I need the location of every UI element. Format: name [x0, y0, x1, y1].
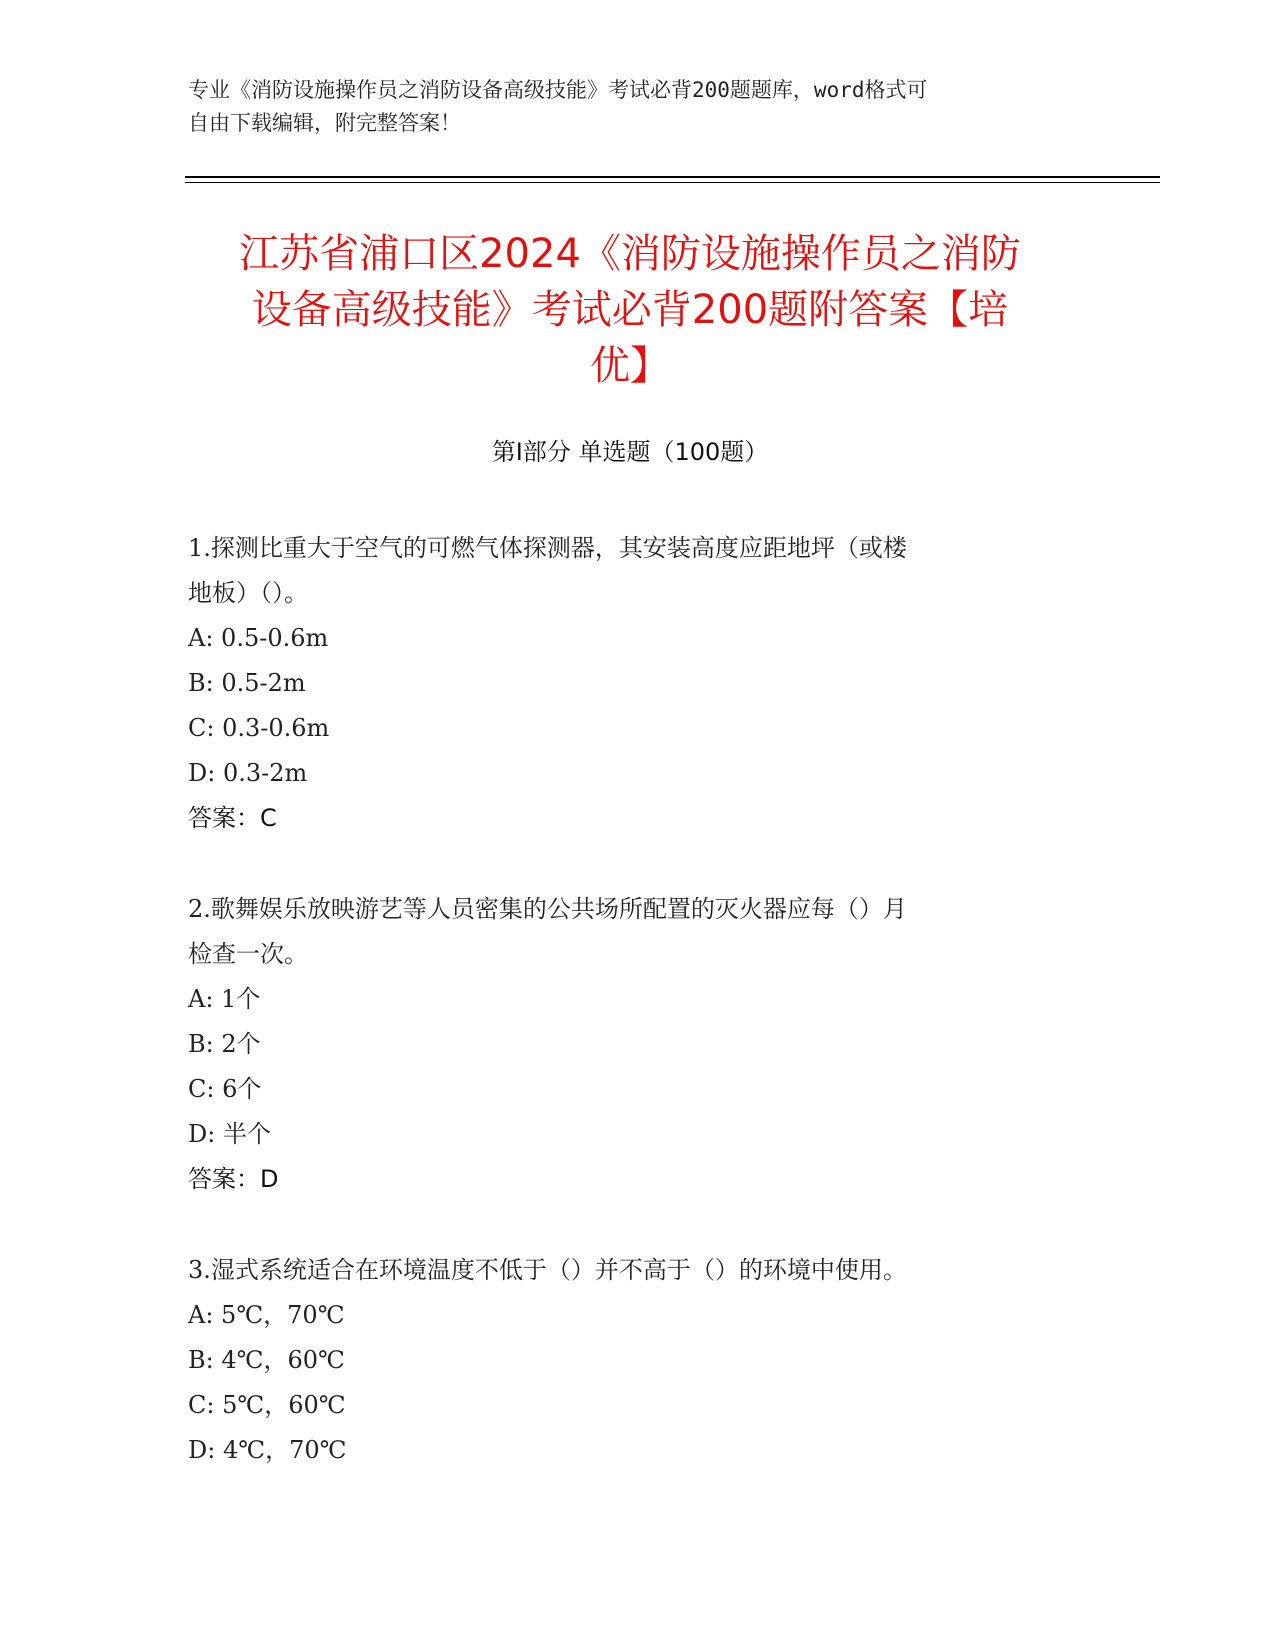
document-title — [180, 226, 1080, 394]
question-list — [188, 526, 1068, 1519]
title-line: 优】 — [590, 343, 670, 389]
answer-key: 答案：C — [188, 804, 277, 832]
question-stem: 检查一次。 — [188, 940, 308, 968]
option-c: C: 6个 — [188, 1075, 262, 1103]
question-stem: 1.探测比重大于空气的可燃气体探测器，其安装高度应距地坪（或楼 — [188, 534, 907, 562]
question-item — [188, 1248, 1068, 1473]
option-a: A: 5℃，70℃ — [188, 1301, 345, 1329]
option-b: B: 2个 — [188, 1030, 261, 1058]
section-heading: 第Ⅰ部分 单选题（100题） — [491, 438, 769, 466]
answer-key: 答案：D — [188, 1165, 279, 1193]
header-note-line: 专业《消防设施操作员之消防设备高级技能》考试必背200题题库，word格式可 — [188, 78, 928, 102]
header-divider-thin — [185, 182, 1160, 183]
option-c: C: 0.3-0.6m — [188, 714, 330, 742]
question-item — [188, 526, 1068, 841]
option-d: D: 0.3-2m — [188, 759, 308, 787]
option-a: A: 1个 — [188, 985, 261, 1013]
option-c: C: 5℃，60℃ — [188, 1391, 346, 1419]
option-a: A: 0.5-0.6m — [188, 624, 329, 652]
header-note-line: 自由下载编辑，附完整答案！ — [188, 111, 461, 135]
question-stem: 2.歌舞娱乐放映游艺等人员密集的公共场所配置的灭火器应每（）月 — [188, 895, 907, 923]
title-line: 设备高级技能》考试必背200题附答案【培 — [251, 287, 1009, 333]
header-note — [188, 74, 1088, 140]
option-d: D: 半个 — [188, 1120, 271, 1148]
option-d: D: 4℃，70℃ — [188, 1436, 347, 1464]
question-item — [188, 887, 1068, 1202]
option-b: B: 4℃，60℃ — [188, 1346, 345, 1374]
option-b: B: 0.5-2m — [188, 669, 306, 697]
title-line: 江苏省浦口区2024《消防设施操作员之消防 — [239, 231, 1021, 277]
question-stem: 3.湿式系统适合在环境温度不低于（）并不高于（）的环境中使用。 — [188, 1256, 907, 1284]
question-stem: 地板）（）。 — [188, 579, 308, 607]
header-divider-thick — [185, 176, 1160, 178]
